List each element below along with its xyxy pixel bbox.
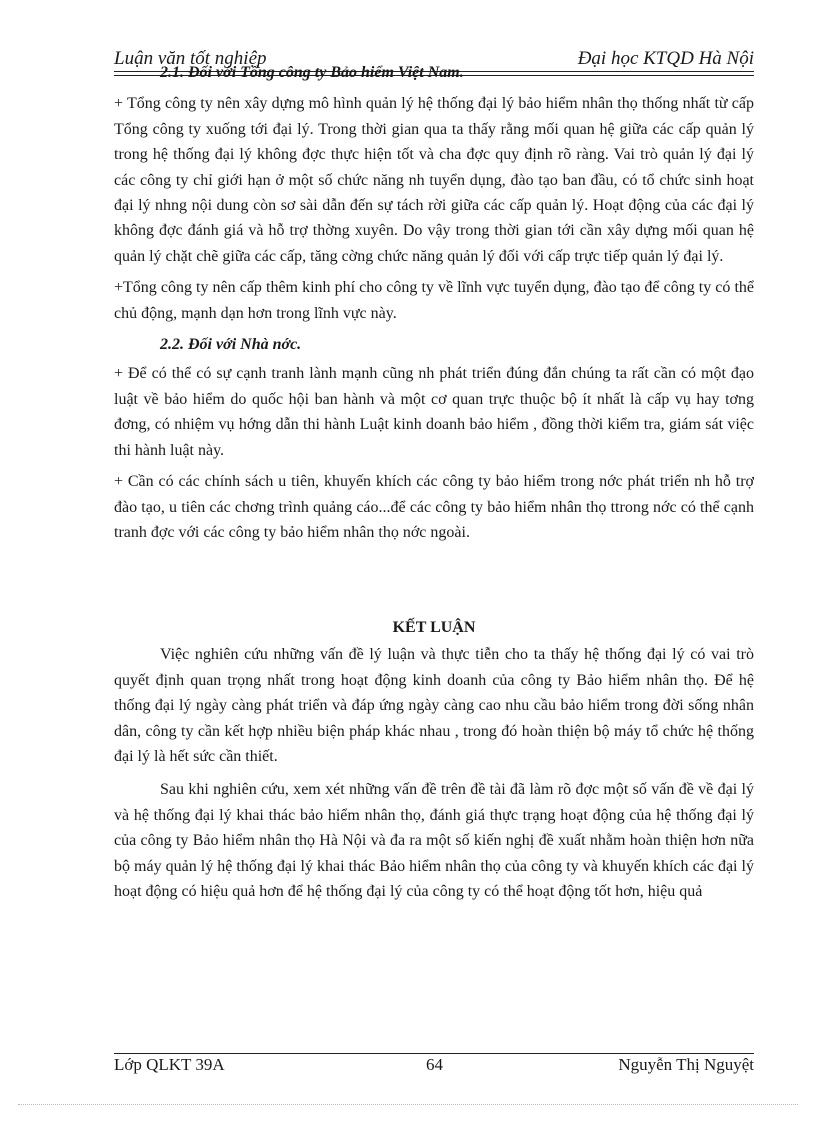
header-right: Đại học KTQD Hà Nội	[577, 48, 754, 69]
section-2-2-paragraph-2: + Cần có các chính sách u tiên, khuyến khích các công ty bảo hiểm trong nớc phát triển nh hỗ trợ đào tạo, u tiên các chơng trình quảng cáo...để các công ty bảo hiểm nhân thọ ttrong nớc có thể cạnh tranh đợc với các công ty bảo hiểm nhân thọ nớc ngoài.	[114, 473, 754, 541]
page-body	[114, 64, 754, 904]
conclusion-title: KẾT LUẬN	[392, 619, 476, 637]
header-left: Luận văn tốt nghiệp	[114, 48, 267, 69]
footer-class: Lớp QLKT 39A	[114, 1055, 225, 1074]
section-2-2-paragraph-1: + Để có thể có sự cạnh tranh lành mạnh cũng nh phát triển đúng đắn chúng ta rất cần có một đạo luật về bảo hiểm do quốc hội ban hành và một cơ quan trực thuộc bộ ít nhất là cấp vụ hay tơng đơng, có nhiệm vụ hớng dẫn thi hành Luật kinh doanh bảo hiểm , đồng thời kiểm tra, giám sát việc thi hành luật này.	[114, 365, 754, 459]
conclusion-paragraph-2: Sau khi nghiên cứu, xem xét những vấn đề trên đề tài đã làm rõ đợc một số vấn đề về đại lý và hệ thống đại lý khai thác bảo hiểm nhân thọ, đánh giá thực trạng hoạt động của hệ thống đại lý của công ty Bảo hiểm nhân thọ Hà Nội và đa ra một số kiến nghị đề xuất nhằm hoàn thiện hơn nữa bộ máy quản lý hệ thống đại lý khai thác Bảo hiểm nhân thọ của công ty và khuyến khích các đại lý hoạt động có hiệu quả hơn để hệ thống đại lý của công ty có thể hoạt động tốt hơn, hiệu quả	[114, 781, 754, 900]
page-bottom-dotted-line	[18, 1104, 798, 1105]
conclusion-paragraph-1: Việc nghiên cứu những vấn đề lý luận và thực tiễn cho ta thấy hệ thống đại lý có vai trò quyết định quan trọng nhất trong hoạt động kinh doanh của công ty Bảo hiểm nhân thọ. Để hệ thống đại lý ngày càng phát triển và đáp ứng ngày càng cao nhu cầu bảo hiểm trong đời sống nhân dân, công ty cần kết hợp nhiều biện pháp khác nhau , trong đó hoàn thiện bộ máy tổ chức hệ thống đại lý là hết sức cần thiết.	[114, 646, 754, 765]
footer-author: Nguyễn Thị Nguyệt	[618, 1055, 754, 1074]
section-heading-2-1: 2.1. Đối với Tổng công ty Bảo hiểm Việt Nam.	[160, 64, 464, 81]
section-2-1-paragraph-2: +Tổng công ty nên cấp thêm kinh phí cho công ty về lĩnh vực tuyển dụng, đào tạo để công ty có thể chủ động, mạnh dạn hơn trong lĩnh vực này.	[114, 279, 754, 322]
footer-rule	[114, 1053, 754, 1054]
section-2-1-paragraph-1: + Tổng công ty nên xây dựng mô hình quản lý hệ thống đại lý bảo hiểm nhân thọ thống nhất từ cấp Tổng công ty xuống tới đại lý. Trong thời gian qua ta thấy rằng mối quan hệ giữa các cấp quản lý trong hệ thống đại lý không đợc thực hiện tốt và cha đợc quy định rõ ràng. Vai trò quản lý đại lý các công ty chỉ giới hạn ở một số chức năng nh tuyển dụng, đào tạo ban đầu, có tổ chức sinh hoạt đại lý nhng nội dung còn sơ sài dẫn đến sự tách rời giữa các cấp quản lý. Hoạt động của các đại lý không đợc đánh giá và hỗ trợ thờng xuyên. Do vậy trong thời gian tới cần xây dựng mối quan hệ quản lý chặt chẽ giữa các cấp, tăng cờng chức năng quản lý đối với cấp trực tiếp quản lý đại lý.	[114, 95, 754, 265]
page-number: 64	[426, 1055, 443, 1074]
page-footer	[114, 1055, 754, 1077]
section-heading-2-2: 2.2. Đối với Nhà nớc.	[160, 336, 302, 354]
